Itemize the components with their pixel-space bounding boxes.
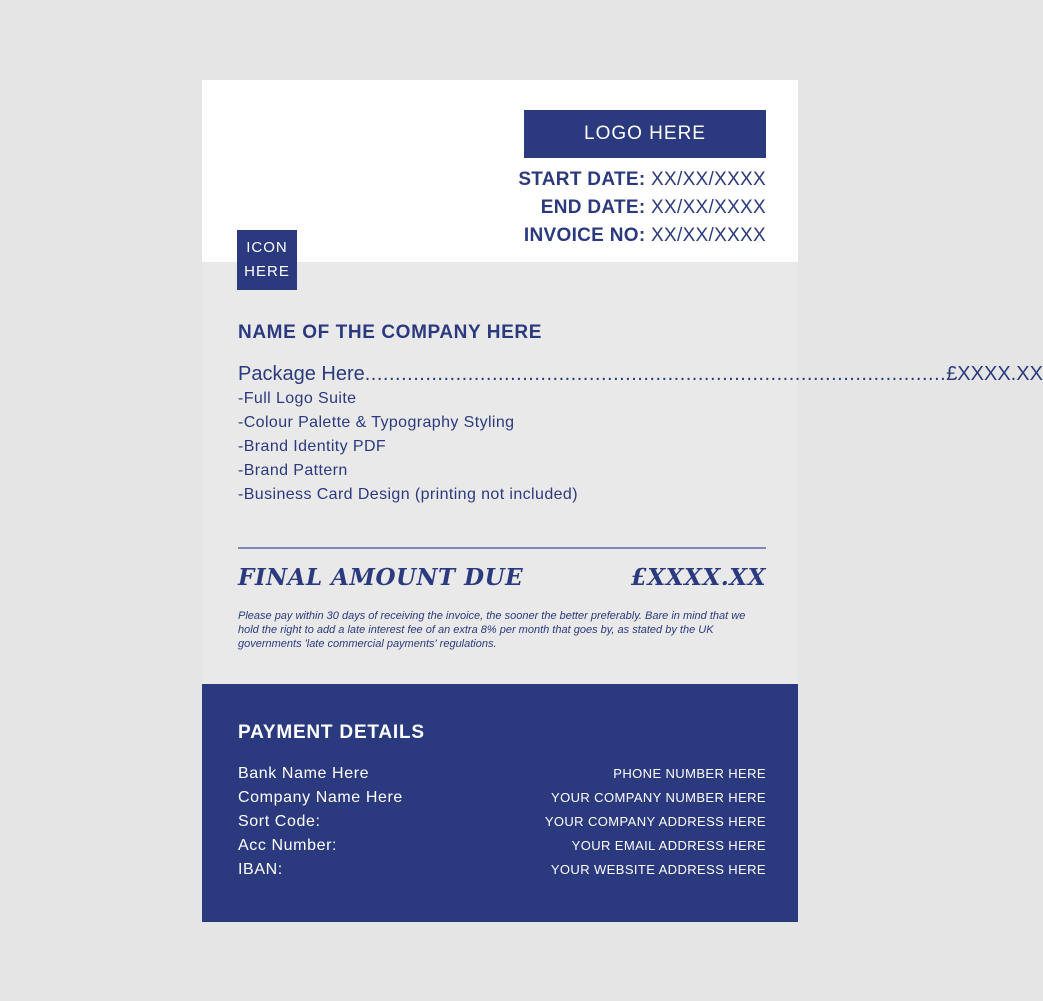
contact-details <box>545 762 766 882</box>
email-address: YOUR EMAIL ADDRESS HERE <box>571 838 766 853</box>
payment-details-title: PAYMENT DETAILS <box>238 722 425 743</box>
invoice-no-value: XX/XX/XXXX <box>651 225 766 246</box>
divider <box>238 547 766 549</box>
list-item: -Full Logo Suite <box>238 390 357 407</box>
start-date-row <box>518 166 766 194</box>
package-line <box>238 363 1043 386</box>
package-price: £XXXX.XX <box>946 363 1043 385</box>
invoice-no-row <box>518 222 766 250</box>
package-dot-leader: ................................................................................................ <box>364 363 947 385</box>
start-date-value: XX/XX/XXXX <box>651 169 766 190</box>
list-item: -Brand Identity PDF <box>238 438 387 455</box>
bank-details <box>238 762 403 882</box>
icon-placeholder <box>237 230 297 290</box>
bank-name: Bank Name Here <box>238 765 370 782</box>
bank-company-name: Company Name Here <box>238 789 403 806</box>
logo-placeholder <box>524 110 766 158</box>
iban: IBAN: <box>238 861 283 878</box>
final-amount-label: FINAL AMOUNT DUE <box>238 564 524 591</box>
icon-text-line-2: HERE <box>244 263 290 280</box>
final-amount-value: £XXXX.XX <box>630 564 766 591</box>
sort-code: Sort Code: <box>238 813 321 830</box>
invoice-page <box>202 80 1043 922</box>
logo-text: LOGO HERE <box>584 123 706 144</box>
company-name: NAME OF THE COMPANY HERE <box>238 322 542 343</box>
package-name: Package Here <box>238 363 365 385</box>
package-items <box>238 387 766 501</box>
end-date-row <box>518 194 766 222</box>
list-item: -Colour Palette & Typography Styling <box>238 414 515 431</box>
start-date-label: START DATE: <box>518 169 646 190</box>
company-address: YOUR COMPANY ADDRESS HERE <box>544 814 766 829</box>
invoice-dates <box>518 166 766 250</box>
invoice-no-label: INVOICE NO: <box>523 225 646 246</box>
payment-details-section <box>202 684 798 922</box>
icon-text-line-1: ICON <box>246 239 288 256</box>
list-item: -Brand Pattern <box>238 462 348 479</box>
end-date-label: END DATE: <box>540 197 646 218</box>
website-address: YOUR WEBSITE ADDRESS HERE <box>550 862 766 877</box>
phone-number: PHONE NUMBER HERE <box>613 766 766 781</box>
account-number: Acc Number: <box>238 837 338 854</box>
list-item: -Business Card Design (printing not included) <box>238 486 578 503</box>
final-amount-row <box>238 564 766 591</box>
end-date-value: XX/XX/XXXX <box>651 197 766 218</box>
company-number: YOUR COMPANY NUMBER HERE <box>551 790 766 805</box>
payment-terms-note: Please pay within 30 days of receiving the invoice, the sooner the better preferably. Bare in mind that we hold the right to add a late interest fee of an extra 8% per month that goes by, as stated by the UK governments 'late commercial payments' regulations. <box>238 610 746 650</box>
